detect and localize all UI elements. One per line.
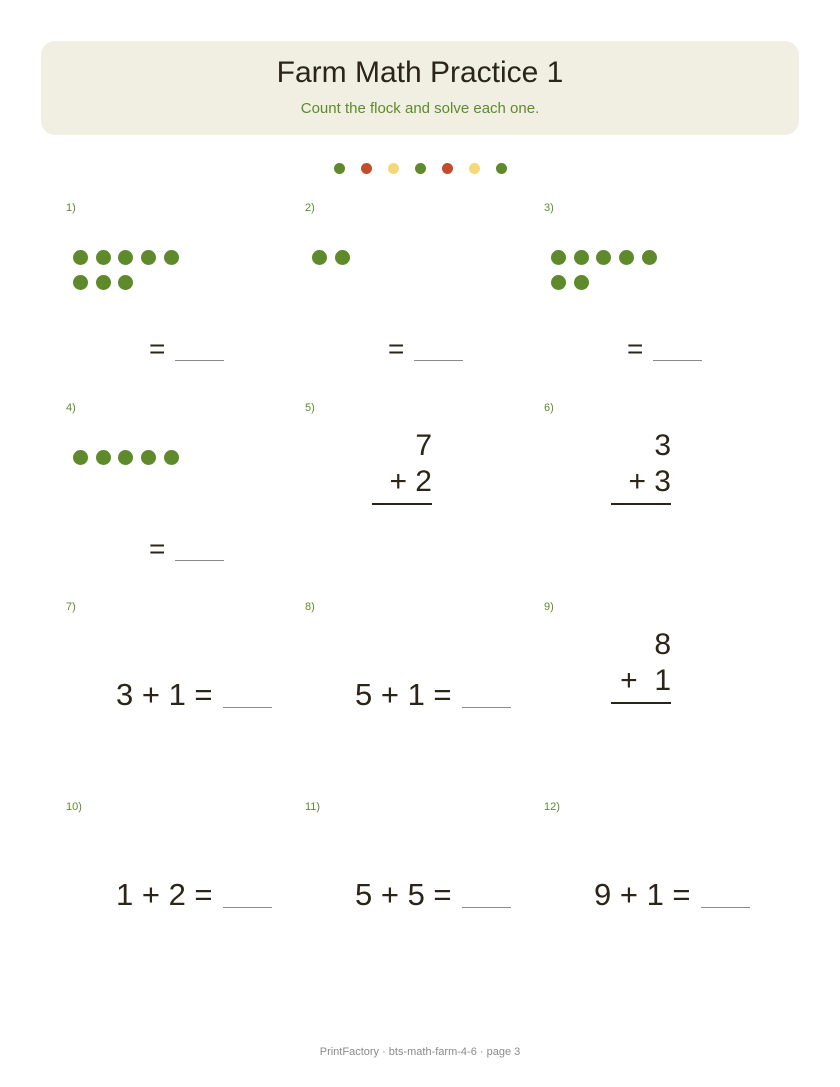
counter-row: [73, 275, 273, 300]
problem-12: [519, 799, 758, 999]
counter-dot: [141, 250, 156, 265]
counter-dot: [96, 450, 111, 465]
counter-dot: [96, 250, 111, 265]
answer-blank[interactable]: [701, 906, 750, 908]
counter-row: [73, 250, 273, 275]
answer-line[interactable]: [611, 702, 671, 704]
decorative-dot-row: [0, 163, 840, 175]
counter-group: [312, 250, 512, 275]
counter-dot: [596, 250, 611, 265]
answer-blank[interactable]: [414, 359, 463, 361]
problem-10: [41, 799, 280, 999]
equation-text: 5 + 1 =: [355, 677, 452, 712]
addend-bottom: + 3: [628, 465, 671, 498]
counter-dot: [73, 275, 88, 290]
addend-top: 3: [654, 429, 671, 462]
counter-dot: [551, 250, 566, 265]
decorative-dot: [442, 163, 453, 174]
counter-dot: [164, 250, 179, 265]
addend-bottom: + 1: [620, 664, 671, 697]
equation: [116, 877, 272, 913]
answer-blank[interactable]: [462, 706, 511, 708]
equation: [627, 333, 702, 365]
answer-line[interactable]: [372, 503, 432, 505]
counter-dot: [312, 250, 327, 265]
problem-number: 2): [305, 202, 315, 214]
equals-sign: =: [388, 333, 405, 364]
problem-number: 4): [66, 402, 76, 414]
problem-6: [519, 400, 758, 600]
page-subtitle: Count the flock and solve each one.: [300, 100, 540, 117]
answer-blank[interactable]: [175, 559, 224, 561]
problem-number: 3): [544, 202, 554, 214]
equation: [149, 533, 224, 565]
equation: [355, 877, 511, 913]
counter-dot: [73, 450, 88, 465]
decorative-dot: [334, 163, 345, 174]
problem-8: [280, 599, 519, 799]
answer-blank[interactable]: [223, 706, 272, 708]
equation-text: 5 + 5 =: [355, 877, 452, 912]
problem-number: 10): [66, 801, 82, 813]
equals-sign: =: [149, 533, 166, 564]
decorative-dot: [496, 163, 507, 174]
equals-sign: =: [627, 333, 644, 364]
counter-dot: [118, 450, 133, 465]
problem-number: 5): [305, 402, 315, 414]
counter-dot: [574, 250, 589, 265]
problem-7: [41, 599, 280, 799]
equals-sign: =: [149, 333, 166, 364]
counter-dot: [96, 275, 111, 290]
counter-dot: [574, 275, 589, 290]
counter-dot: [335, 250, 350, 265]
counter-dot: [141, 450, 156, 465]
counter-row: [551, 275, 751, 300]
equation-text: 3 + 1 =: [116, 677, 213, 712]
counter-dot: [118, 275, 133, 290]
problem-9: [519, 599, 758, 799]
decorative-dot: [361, 163, 372, 174]
problem-5: [280, 400, 519, 600]
addend-bottom: + 2: [389, 465, 432, 498]
counter-row: [551, 250, 751, 275]
answer-line[interactable]: [611, 503, 671, 505]
equation: [388, 333, 463, 365]
equation: [116, 677, 272, 713]
counter-dot: [73, 250, 88, 265]
addend-top: 8: [654, 628, 671, 661]
equation: [594, 877, 750, 913]
equation: [355, 677, 511, 713]
problem-number: 6): [544, 402, 554, 414]
problem-number: 7): [66, 601, 76, 613]
problem-11: [280, 799, 519, 999]
addend-top: 7: [415, 429, 432, 462]
problem-3: [519, 200, 758, 400]
page-footer: PrintFactory · bts-math-farm-4-6 · page 3: [319, 1046, 521, 1058]
vertical-addition: [611, 428, 671, 505]
counter-dot: [551, 275, 566, 290]
equation-text: 1 + 2 =: [116, 877, 213, 912]
problem-number: 9): [544, 601, 554, 613]
page-title: Farm Math Practice 1: [276, 56, 564, 89]
counter-dot: [642, 250, 657, 265]
counter-group: [73, 450, 273, 475]
counter-dot: [164, 450, 179, 465]
worksheet-header: [41, 41, 799, 135]
decorative-dot: [415, 163, 426, 174]
problem-number: 12): [544, 801, 560, 813]
problem-2: [280, 200, 519, 400]
answer-blank[interactable]: [223, 906, 272, 908]
answer-blank[interactable]: [462, 906, 511, 908]
counter-dot: [619, 250, 634, 265]
decorative-dot: [388, 163, 399, 174]
equation-text: 9 + 1 =: [594, 877, 691, 912]
counter-group: [73, 250, 273, 300]
counter-row: [312, 250, 512, 275]
problem-4: [41, 400, 280, 600]
answer-blank[interactable]: [653, 359, 702, 361]
counter-group: [551, 250, 751, 300]
problem-number: 8): [305, 601, 315, 613]
problem-number: 1): [66, 202, 76, 214]
vertical-addition: [611, 627, 671, 704]
equation: [149, 333, 224, 365]
problem-1: [41, 200, 280, 400]
vertical-addition: [372, 428, 432, 505]
decorative-dot: [469, 163, 480, 174]
counter-dot: [118, 250, 133, 265]
answer-blank[interactable]: [175, 359, 224, 361]
problem-number: 11): [305, 801, 321, 813]
counter-row: [73, 450, 273, 475]
